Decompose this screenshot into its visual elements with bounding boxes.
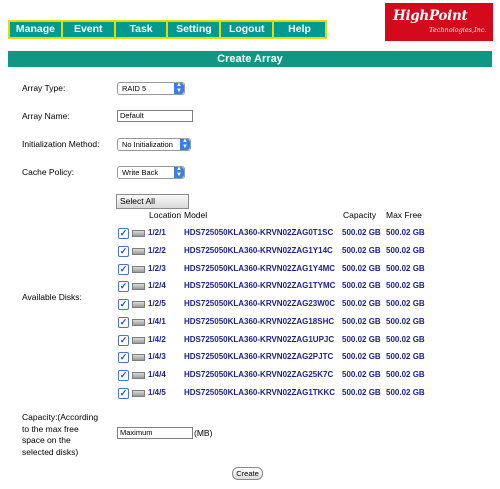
disk-capacity: 500.02 GB (342, 264, 381, 273)
disk-capacity: 500.02 GB (342, 317, 381, 326)
disk-model: HDS725050KLA360-KRVN02ZAG25K7C (184, 370, 334, 379)
highpoint-logo (385, 3, 493, 41)
disk-location: 1/4/1 (148, 317, 166, 326)
disk-max-free: 500.02 GB (386, 352, 425, 361)
disk-checkbox[interactable]: ✓ (119, 317, 128, 327)
disk-model: HDS725050KLA360-KRVN02ZAG0T1SC (184, 228, 334, 237)
disk-checkbox[interactable]: ✓ (119, 335, 128, 345)
drive-icon (132, 372, 145, 379)
nav-event[interactable]: Event (61, 22, 114, 37)
drive-icon (132, 248, 145, 255)
disk-checkbox[interactable]: ✓ (119, 388, 128, 398)
drive-icon (132, 337, 145, 344)
disk-capacity: 500.02 GB (342, 370, 381, 379)
disk-model: HDS725050KLA360-KRVN02ZAG23W0C (184, 299, 336, 308)
disk-row (118, 245, 438, 257)
disk-max-free: 500.02 GB (386, 370, 425, 379)
drive-icon (132, 283, 145, 290)
cache-policy-select[interactable] (117, 166, 185, 179)
disk-model: HDS725050KLA360-KRVN02ZAG18SHC (184, 317, 335, 326)
disk-capacity: 500.02 GB (342, 299, 381, 308)
disk-max-free: 500.02 GB (386, 264, 425, 273)
disk-location: 1/4/5 (148, 388, 166, 397)
disk-checkbox[interactable]: ✓ (119, 246, 128, 256)
logo-main-text: HighPoint (393, 8, 468, 24)
cache-policy-value: Write Back (122, 168, 159, 177)
capacity-label-line: space on the (22, 435, 71, 445)
array-name-input[interactable]: Default (117, 110, 193, 122)
disk-location: 1/2/3 (148, 264, 166, 273)
drive-icon (132, 319, 145, 326)
disk-checkbox[interactable]: ✓ (119, 281, 128, 291)
drive-icon (132, 390, 145, 397)
select-all-button[interactable]: Select All (116, 194, 189, 209)
disk-location: 1/2/2 (148, 246, 166, 255)
array-type-value: RAID 5 (122, 84, 147, 93)
disk-capacity: 500.02 GB (342, 246, 381, 255)
disk-checkbox[interactable]: ✓ (119, 264, 128, 274)
capacity-label-line: selected disks) (22, 446, 79, 457)
disk-checkbox[interactable]: ✓ (119, 299, 128, 309)
drive-icon (132, 266, 145, 273)
capacity-unit: (MB) (194, 428, 213, 438)
disk-row (118, 334, 438, 346)
disk-row (118, 369, 438, 381)
disk-capacity: 500.02 GB (342, 352, 381, 361)
disk-location: 1/2/5 (148, 299, 166, 308)
cache-policy-label: Cache Policy: (22, 167, 74, 177)
disk-max-free: 500.02 GB (386, 228, 425, 237)
disk-location: 1/2/1 (148, 228, 166, 237)
nav-setting[interactable]: Setting (166, 22, 219, 37)
disk-checkbox[interactable]: ✓ (119, 352, 128, 362)
column-max-free: Max Free (386, 210, 422, 220)
disk-model: HDS725050KLA360-KRVN02ZAG1Y14C (184, 246, 333, 255)
logo-sub-text: Technologies,Inc. (429, 26, 487, 34)
disk-model: HDS725050KLA360-KRVN02ZAG1UPJC (184, 335, 335, 344)
disk-model: HDS725050KLA360-KRVN02ZAG2PJTC (184, 352, 334, 361)
disk-location: 1/4/3 (148, 352, 166, 361)
column-capacity: Capacity (343, 210, 377, 220)
disk-row (118, 298, 438, 310)
column-location: Location (149, 210, 182, 220)
capacity-label (22, 412, 117, 458)
drive-icon (132, 301, 145, 308)
select-arrows-icon: ▲ ▼ (180, 139, 190, 150)
column-model: Model (184, 210, 208, 220)
disk-checkbox[interactable]: ✓ (119, 228, 128, 238)
disk-max-free: 500.02 GB (386, 388, 425, 397)
disk-model: HDS725050KLA360-KRVN02ZAG1Y4MC (184, 264, 336, 273)
drive-icon (132, 230, 145, 237)
top-nav-bar (8, 20, 327, 39)
drive-icon (132, 354, 145, 361)
array-name-label: Array Name: (22, 111, 70, 121)
disk-capacity: 500.02 GB (342, 335, 381, 344)
disk-max-free: 500.02 GB (386, 299, 425, 308)
disk-max-free: 500.02 GB (386, 281, 425, 290)
init-method-value: No Initialization (122, 140, 173, 149)
disk-model: HDS725050KLA360-KRVN02ZAG1TYMC (184, 281, 336, 290)
disk-row (118, 316, 438, 328)
disk-max-free: 500.02 GB (386, 246, 425, 255)
nav-help[interactable]: Help (272, 22, 325, 37)
capacity-label-line: Capacity:(According (22, 412, 99, 422)
available-disks-label: Available Disks: (22, 292, 82, 302)
array-type-label: Array Type: (22, 83, 66, 93)
disk-max-free: 500.02 GB (386, 317, 425, 326)
disk-row (118, 280, 438, 292)
select-arrows-icon: ▲ ▼ (174, 167, 184, 178)
array-type-select[interactable] (117, 82, 185, 95)
disk-row (118, 387, 438, 399)
nav-task[interactable]: Task (114, 22, 167, 37)
select-arrows-icon: ▲ ▼ (174, 83, 184, 94)
disk-location: 1/2/4 (148, 281, 166, 290)
disk-row (118, 263, 438, 275)
capacity-input[interactable]: Maximum (117, 427, 193, 439)
disk-checkbox[interactable]: ✓ (119, 370, 128, 380)
disk-max-free: 500.02 GB (386, 335, 425, 344)
disk-capacity: 500.02 GB (342, 228, 381, 237)
page-title: Create Array (8, 51, 492, 67)
disk-location: 1/4/2 (148, 335, 166, 344)
disk-model: HDS725050KLA360-KRVN02ZAG1TKKC (184, 388, 336, 397)
disk-capacity: 500.02 GB (342, 281, 381, 290)
disk-capacity: 500.02 GB (342, 388, 381, 397)
init-method-select[interactable] (117, 138, 191, 151)
capacity-label-line: to the max free (22, 423, 79, 434)
create-button[interactable]: Create (232, 467, 263, 480)
nav-manage[interactable]: Manage (15, 23, 55, 35)
disk-location: 1/4/4 (148, 370, 166, 379)
disk-row (118, 227, 438, 239)
disk-row (118, 351, 438, 363)
init-method-label: Initialization Method: (22, 139, 100, 149)
nav-logout[interactable]: Logout (219, 22, 272, 37)
